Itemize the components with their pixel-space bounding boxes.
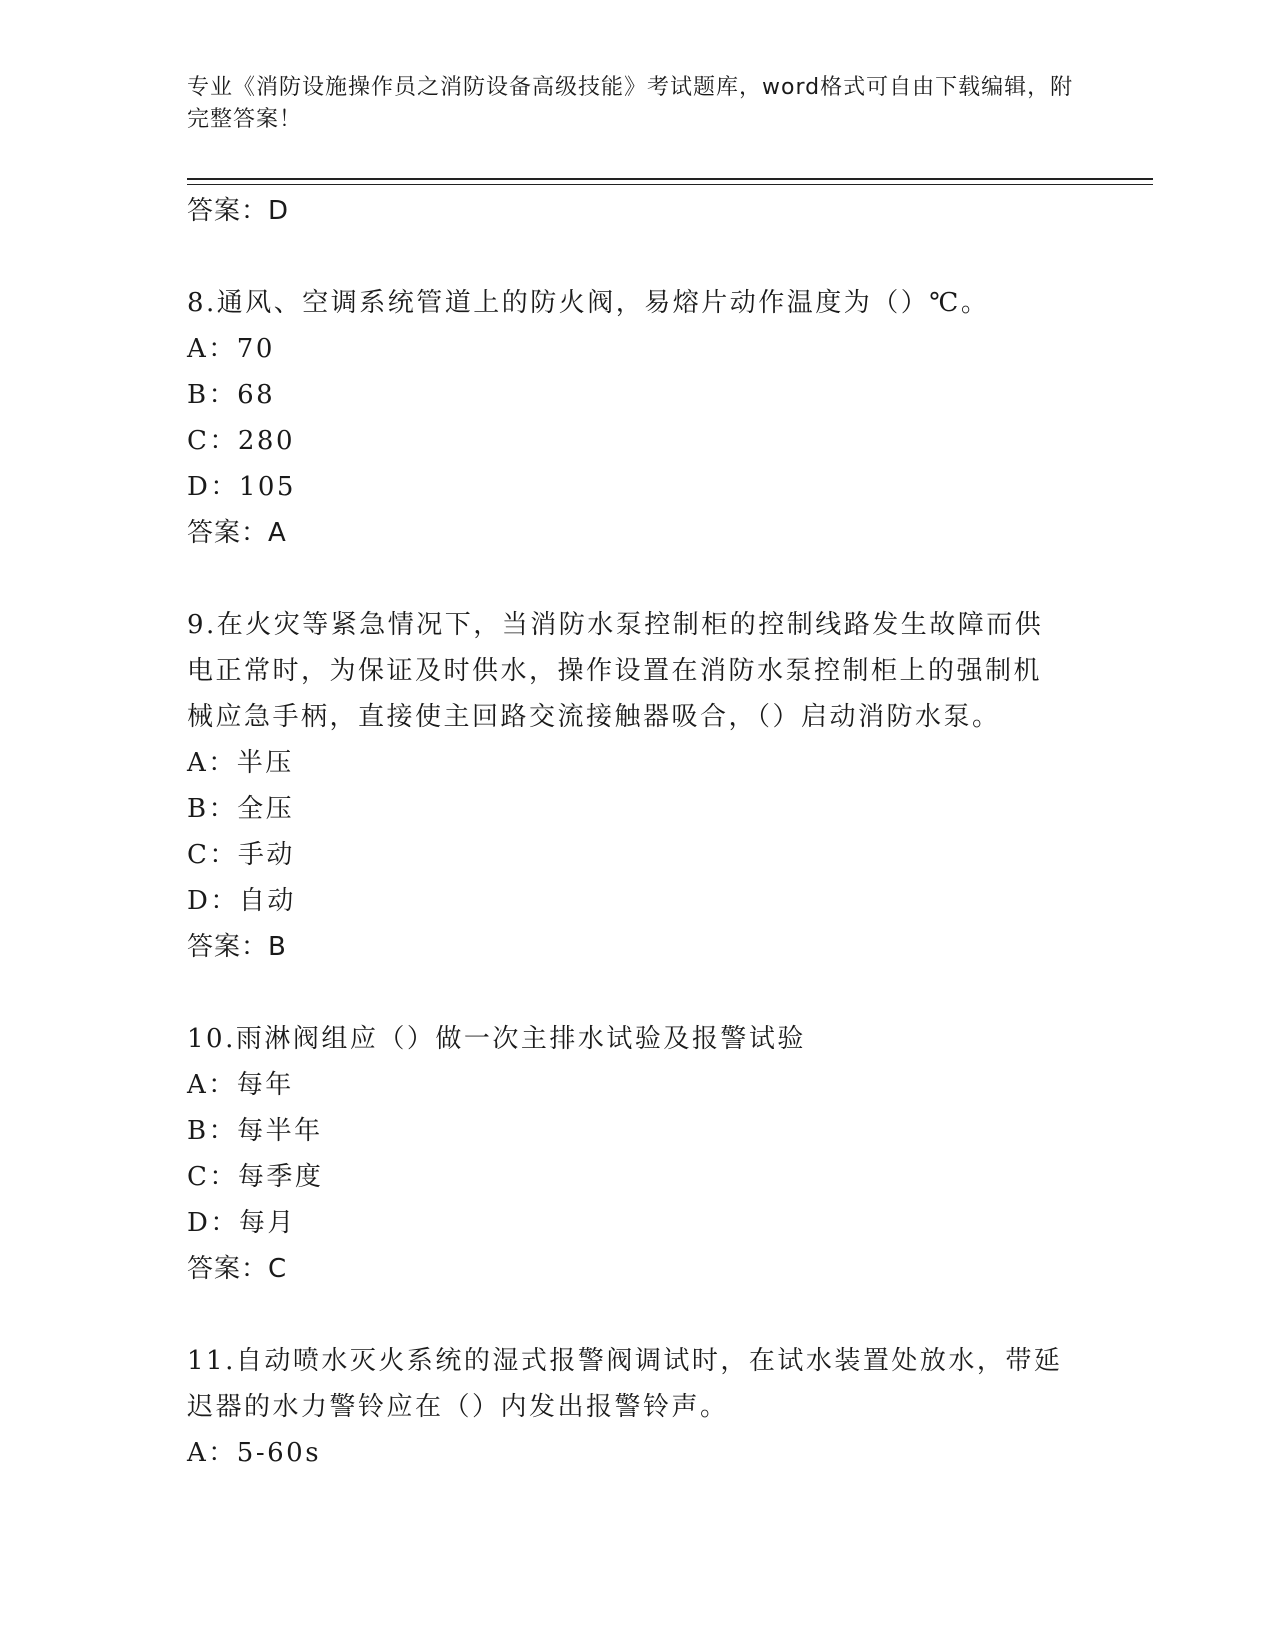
option-b: B：每半年 — [187, 1116, 323, 1146]
question-text: 10.雨淋阀组应（）做一次主排水试验及报警试验 — [187, 1024, 806, 1054]
option-a: A：半压 — [187, 748, 294, 778]
spacer — [187, 556, 1087, 602]
spacer — [187, 234, 1087, 280]
question-text: 械应急手柄，直接使主回路交流接触器吸合，（）启动消防水泵。 — [187, 702, 1001, 732]
header-rule-thick — [187, 178, 1153, 180]
question-text: 电正常时，为保证及时供水，操作设置在消防水泵控制柜上的强制机 — [187, 656, 1043, 686]
document-header: 专业《消防设施操作员之消防设备高级技能》考试题库，word格式可自由下载编辑，附完整答案！ — [187, 75, 1074, 132]
question-text: 迟器的水力警铃应在（）内发出报警铃声。 — [187, 1392, 729, 1422]
answer-text: 答案：B — [187, 932, 287, 962]
option-a: A：70 — [187, 334, 275, 364]
answer-text: 答案：A — [187, 518, 287, 548]
answer-text: 答案：C — [187, 1254, 288, 1284]
spacer — [187, 970, 1087, 1016]
option-a: A：每年 — [187, 1070, 294, 1100]
question-text: 8.通风、空调系统管道上的防火阀，易熔片动作温度为（）℃。 — [187, 288, 990, 318]
spacer — [187, 1292, 1087, 1338]
answer-text: 答案：D — [187, 196, 290, 226]
option-b: B：68 — [187, 380, 276, 410]
option-d: D：自动 — [187, 886, 296, 916]
question-block — [187, 280, 1087, 556]
question-text: 11.自动喷水灭火系统的湿式报警阀调试时，在试水装置处放水，带延 — [187, 1346, 1063, 1376]
option-d: D：每月 — [187, 1208, 296, 1238]
option-c: C：每季度 — [187, 1162, 324, 1192]
header-rule-thin — [187, 184, 1153, 185]
question-block — [187, 1338, 1087, 1476]
question-block — [187, 602, 1087, 970]
question-block — [187, 1016, 1087, 1292]
option-c: C：280 — [187, 426, 296, 456]
option-d: D：105 — [187, 472, 296, 502]
option-c: C：手动 — [187, 840, 295, 870]
option-a: A：5-60s — [187, 1438, 322, 1468]
question-text: 9.在火灾等紧急情况下，当消防水泵控制柜的控制线路发生故障而供 — [187, 610, 1044, 640]
option-b: B：全压 — [187, 794, 295, 824]
question-list — [187, 188, 1087, 1476]
